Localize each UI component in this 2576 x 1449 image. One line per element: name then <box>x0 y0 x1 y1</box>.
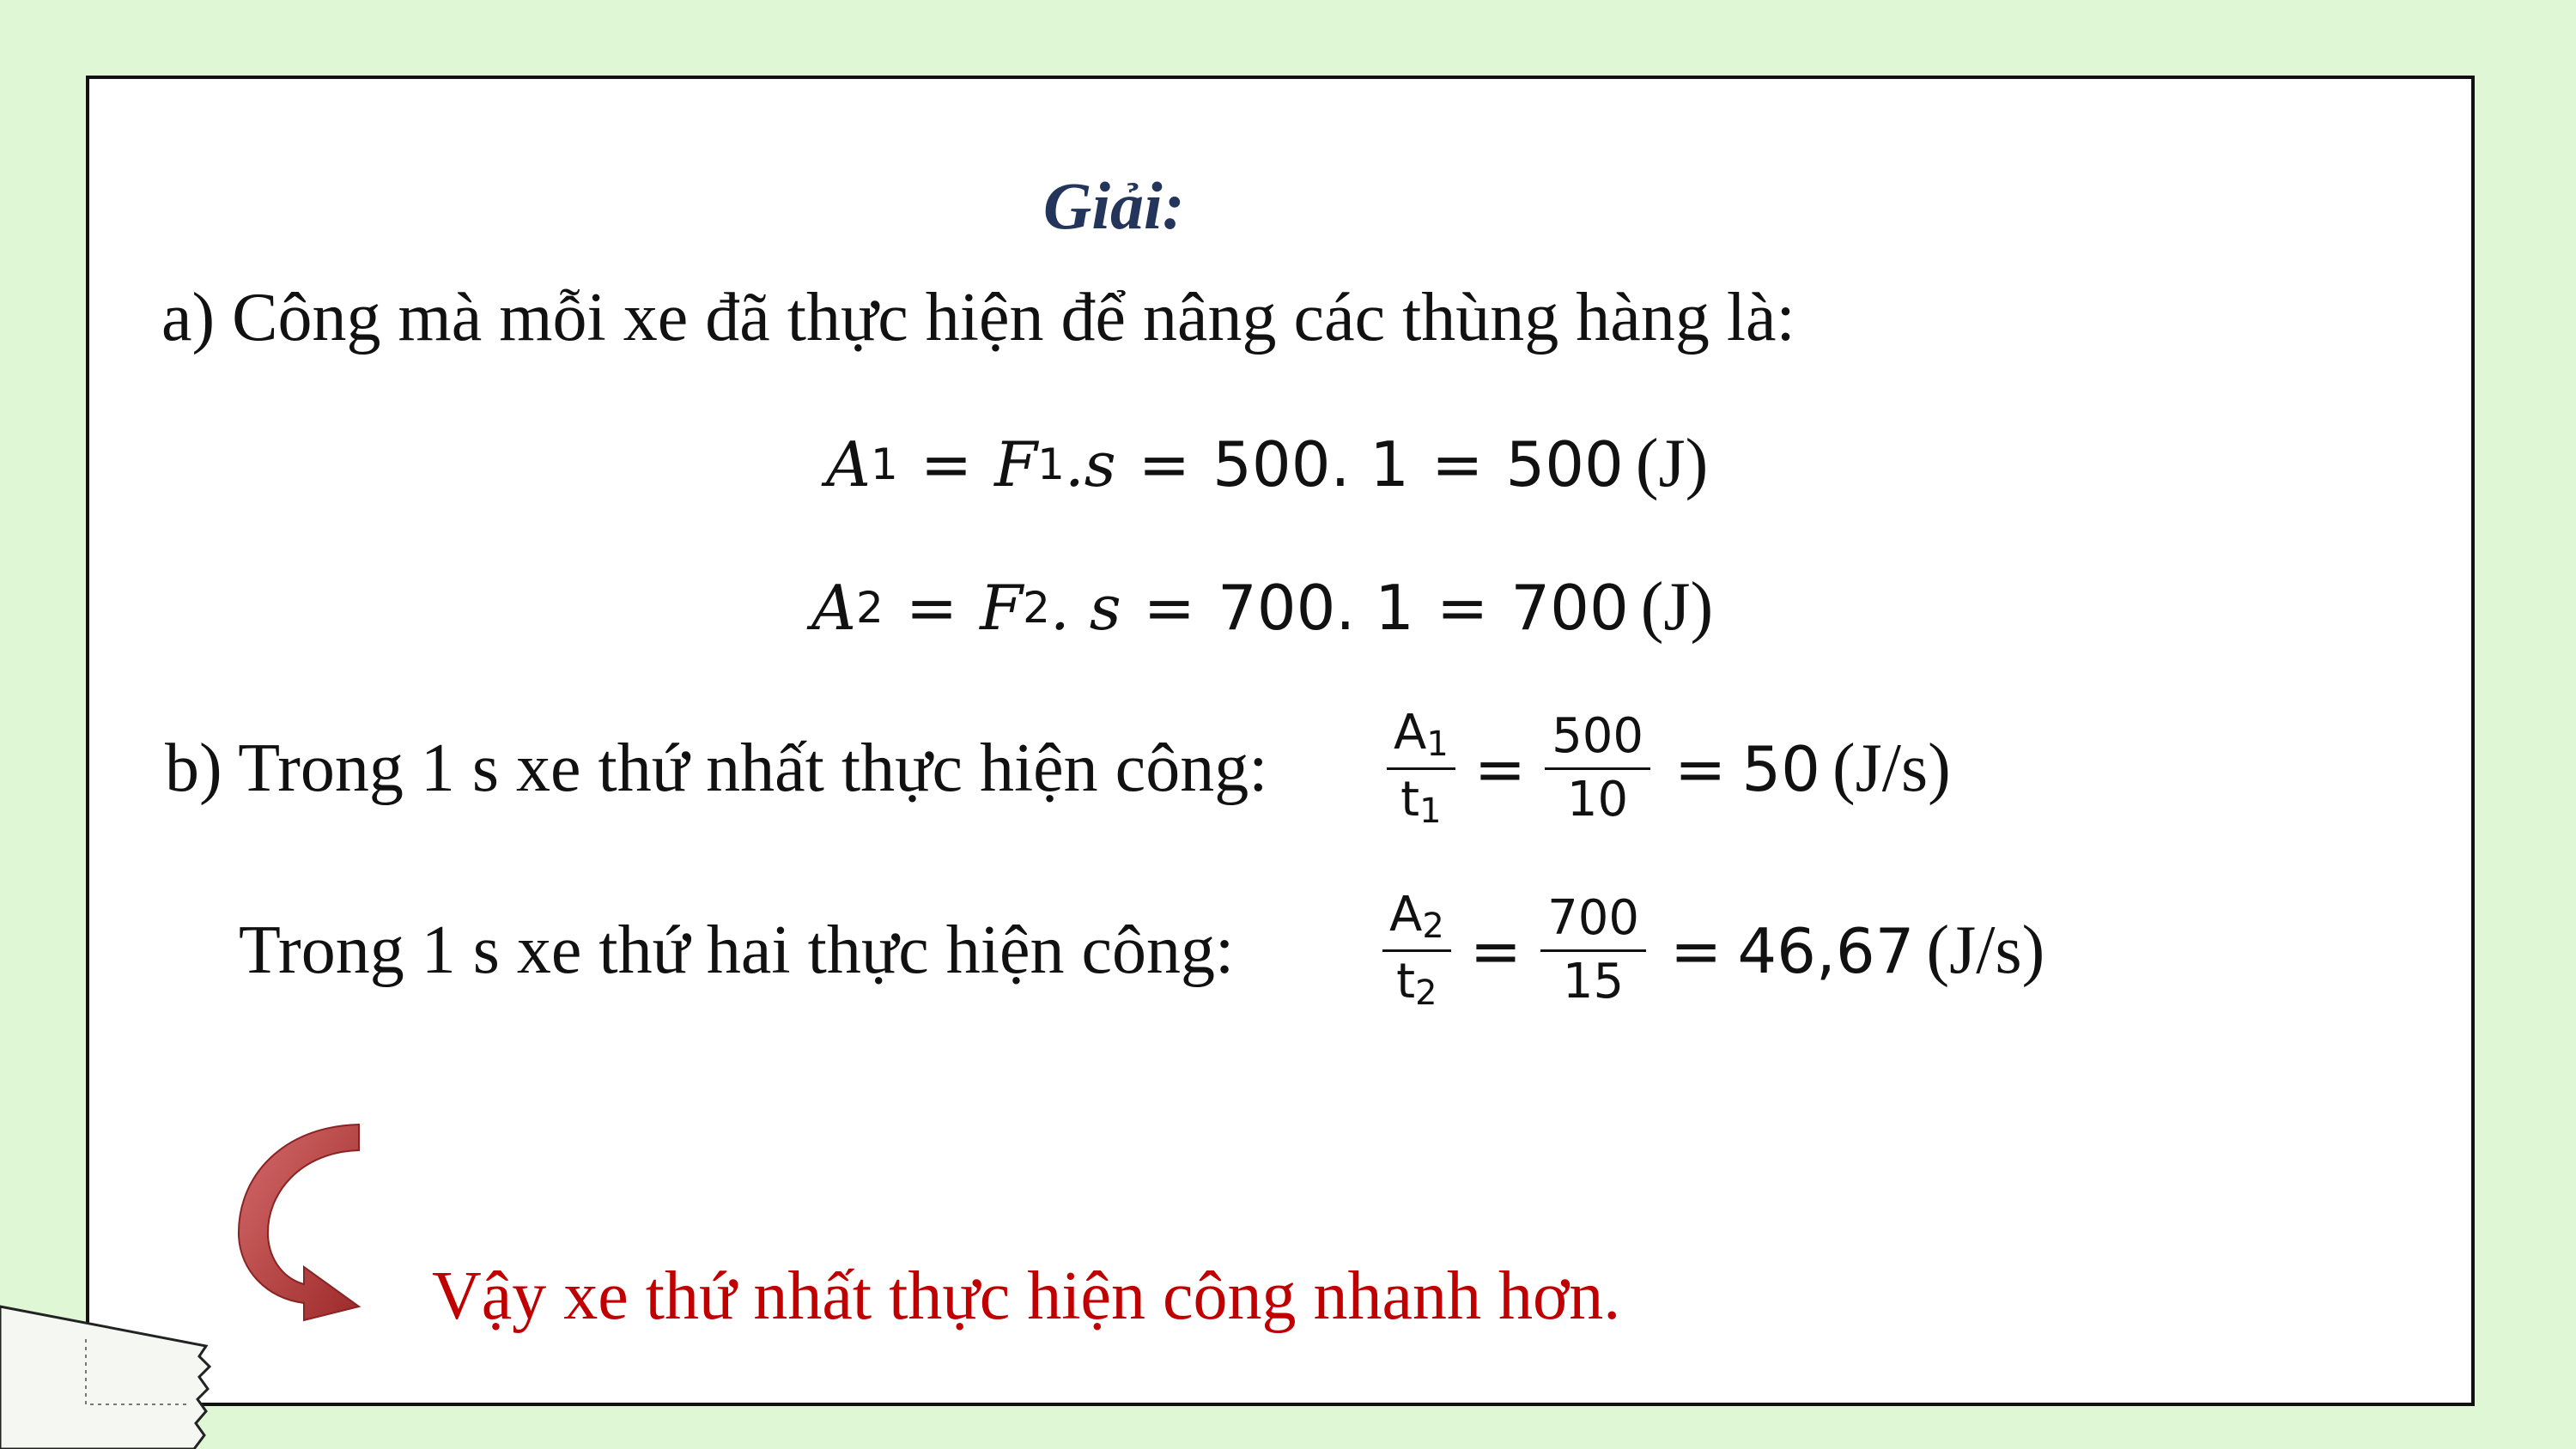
part-b-line1-text: b) Trong 1 s xe thứ nhất thực hiện công: <box>165 731 1268 806</box>
numerator: 700 <box>1540 894 1646 952</box>
subscript: 2 <box>1422 906 1444 946</box>
unit: (J) <box>1635 426 1709 501</box>
power-equation-2: $\frac{A_2}{t_2}$ = $\frac{700}{15}$ = 46,67 (J/s) <box>1374 890 2044 1011</box>
part-a-intro: a) Công mà mỗi xe đã thực hiện để nâng các thùng hàng là: <box>161 280 1795 355</box>
subscript: 2 <box>1415 973 1437 1013</box>
subscript: 1 <box>1419 791 1442 831</box>
numerator: 500 <box>1545 712 1650 770</box>
fraction-a-over-t <box>1387 705 1455 831</box>
curved-arrow-icon <box>232 1116 378 1322</box>
denominator: 15 <box>1562 954 1625 1009</box>
fraction-a-over-t <box>1382 887 1451 1013</box>
var-f: F <box>994 427 1038 500</box>
denominator: 10 <box>1566 772 1629 828</box>
fraction-values <box>1540 890 1646 1009</box>
power-equation-1: $\frac{A_1}{t_1}$ = $\frac{500}{10}$ = 50 (J/s) <box>1378 708 1951 829</box>
var-f: F <box>980 571 1024 644</box>
calc: 700. 1 <box>1217 571 1414 644</box>
subscript: 2 <box>856 582 884 633</box>
subscript: 1 <box>871 439 898 489</box>
subscript: 2 <box>1023 582 1050 633</box>
var-s: . s <box>1049 571 1121 644</box>
calc: 500. 1 <box>1212 427 1410 500</box>
result: 700 <box>1510 571 1629 644</box>
result: 46,67 <box>1737 914 1915 987</box>
den-var: t <box>1396 954 1416 1009</box>
subscript: 1 <box>1426 724 1449 764</box>
solution-title: Giải: <box>1043 168 1185 243</box>
fraction-values <box>1545 708 1650 828</box>
var-s: .s <box>1064 427 1116 500</box>
den-var: t <box>1400 772 1420 828</box>
equation-a2: A 2 = F 2 . s = 700. 1 = 700 (J) <box>811 569 1714 645</box>
unit: (J/s) <box>1926 912 2045 988</box>
var-a: A <box>826 427 871 500</box>
unit: (J) <box>1640 569 1714 645</box>
num-var: A <box>1394 705 1427 761</box>
tape-decoration <box>0 1288 223 1449</box>
part-b-line2-text: Trong 1 s xe thứ hai thực hiện công: <box>239 912 1235 988</box>
equation-a1: A 1 = F 1 .s = 500. 1 = 500 (J) <box>826 426 1709 501</box>
result: 50 <box>1741 732 1820 805</box>
var-a: A <box>811 571 856 644</box>
result: 500 <box>1505 427 1624 500</box>
subscript: 1 <box>1037 439 1065 489</box>
num-var: A <box>1389 887 1423 943</box>
unit: (J/s) <box>1832 731 1951 806</box>
conclusion-text: Vậy xe thứ nhất thực hiện công nhanh hơn. <box>432 1258 1621 1334</box>
